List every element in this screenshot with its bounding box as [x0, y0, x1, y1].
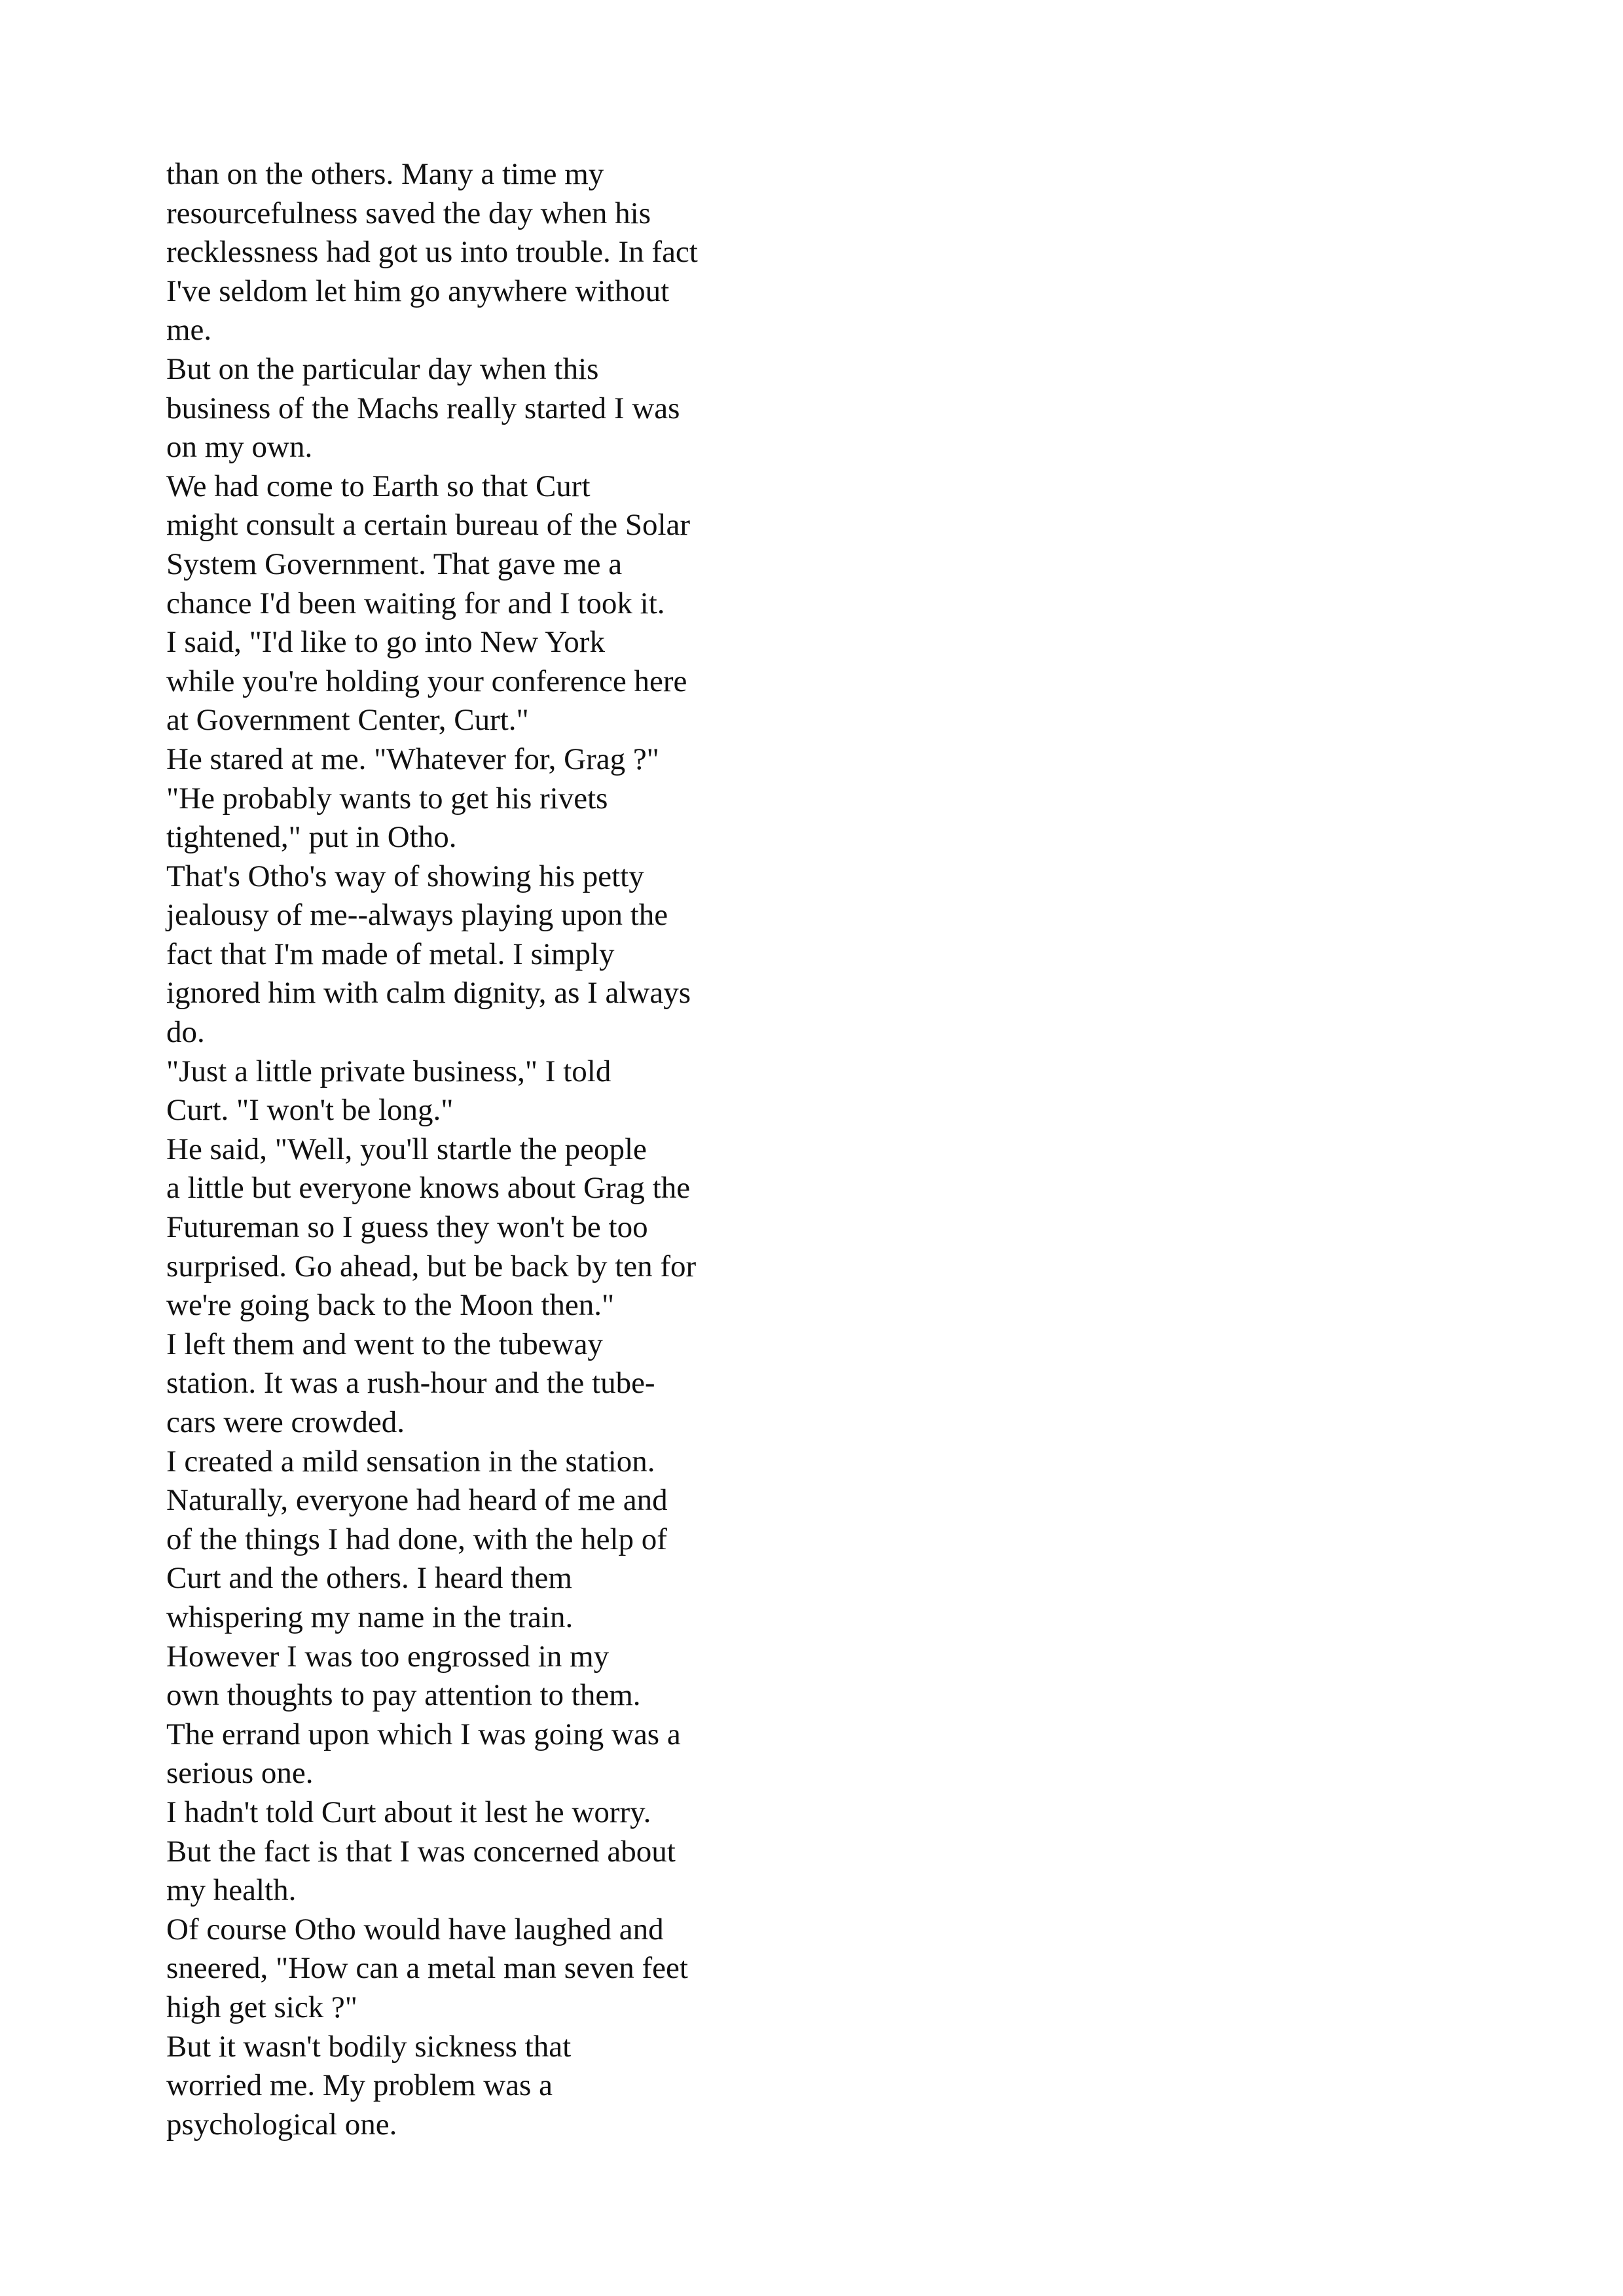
text-line: surprised. Go ahead, but be back by ten for	[166, 1249, 697, 1283]
text-line: worried me. My problem was a	[166, 2068, 553, 2103]
text-line: than on the others. Many a time my	[166, 157, 604, 191]
text-line: I hadn't told Curt about it lest he worry.	[166, 1795, 651, 1829]
text-line: my health.	[166, 1873, 297, 1908]
text-line: I said, "I'd like to go into New York	[166, 625, 605, 660]
text-line: high get sick ?"	[166, 1990, 357, 2024]
text-line: whispering my name in the train.	[166, 1600, 574, 1634]
text-line: serious one.	[166, 1756, 314, 1791]
text-line: do.	[166, 1015, 205, 1050]
text-line: recklessness had got us into trouble. In fact	[166, 235, 698, 270]
text-line: Curt and the others. I heard them	[166, 1561, 572, 1596]
text-line: "He probably wants to get his rivets	[166, 781, 608, 816]
text-line: resourcefulness saved the day when his	[166, 196, 651, 230]
text-line: while you're holding your conference here	[166, 664, 687, 698]
text-line: Curt. "I won't be long."	[166, 1093, 454, 1128]
text-line: station. It was a rush-hour and the tube-	[166, 1366, 655, 1401]
text-line: of the things I had done, with the help of	[166, 1522, 667, 1556]
text-line: a little but everyone knows about Grag the	[166, 1171, 691, 1206]
text-line: we're going back to the Moon then."	[166, 1288, 615, 1323]
text-line: business of the Machs really started I was	[166, 391, 680, 425]
text-line: System Government. That gave me a	[166, 547, 623, 581]
text-line: But on the particular day when this	[166, 351, 599, 386]
text-line: fact that I'm made of metal. I simply	[166, 937, 615, 971]
text-line: own thoughts to pay attention to them.	[166, 1678, 641, 1713]
text-line: But the fact is that I was concerned about	[166, 1834, 676, 1869]
text-line: He stared at me. "Whatever for, Grag ?"	[166, 742, 659, 776]
text-line: He said, "Well, you'll startle the people	[166, 1132, 647, 1166]
text-line: Naturally, everyone had heard of me and	[166, 1483, 668, 1518]
text-line: jealousy of me--always playing upon the	[166, 898, 668, 933]
text-line: I created a mild sensation in the station.	[166, 1444, 655, 1479]
text-line: at Government Center, Curt."	[166, 703, 529, 738]
text-line: I've seldom let him go anywhere without	[166, 274, 670, 308]
body-text	[166, 155, 952, 2144]
text-line: ignored him with calm dignity, as I always	[166, 976, 691, 1011]
text-line: But it wasn't bodily sickness that	[166, 2029, 572, 2064]
text-line: me.	[166, 313, 212, 348]
text-line: might consult a certain bureau of the Solar	[166, 508, 691, 543]
text-line: "Just a little private business," I told	[166, 1054, 611, 1088]
text-line: Futureman so I guess they won't be too	[166, 1210, 648, 1245]
text-line: I left them and went to the tubeway	[166, 1327, 603, 1361]
text-line: Of course Otho would have laughed and	[166, 1912, 664, 1946]
text-line: However I was too engrossed in my	[166, 1639, 610, 1674]
text-line: cars were crowded.	[166, 1405, 405, 1439]
text-line: on my own.	[166, 430, 313, 465]
text-line: psychological one.	[166, 2107, 397, 2142]
text-line: sneered, "How can a metal man seven feet	[166, 1951, 688, 1986]
text-line: The errand upon which I was going was a	[166, 1717, 681, 1751]
text-line: That's Otho's way of showing his petty	[166, 859, 644, 893]
text-line: chance I'd been waiting for and I took it.	[166, 586, 665, 620]
text-line: We had come to Earth so that Curt	[166, 469, 591, 503]
text-line: tightened," put in Otho.	[166, 820, 457, 855]
